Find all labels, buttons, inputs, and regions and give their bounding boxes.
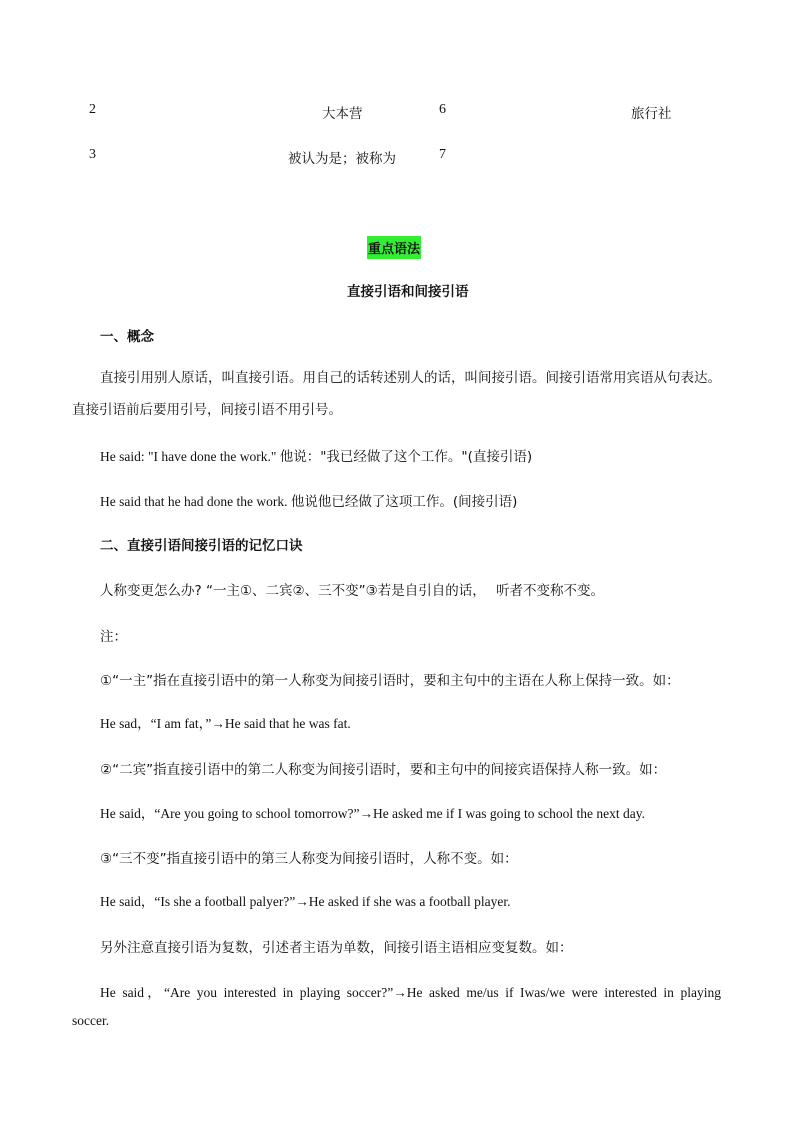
note-example-continued: soccer.: [72, 1013, 110, 1028]
section-tag: 重点语法: [367, 236, 421, 259]
vocab-term: 旅行社: [631, 106, 672, 122]
rhyme-part: 人称变更怎么办? “一主①、二宾②、三不变”③若是自引自的话，: [100, 583, 486, 599]
vocab-number: 3: [89, 147, 96, 162]
rhyme-part: 听者不变称不变。: [496, 583, 605, 599]
note-item: ③“三不变”指直接引语中的第三人称变为间接引语时，人称不变。如：: [100, 851, 518, 867]
example-english: He said: "I have done the work.": [100, 449, 277, 464]
example-direct: [100, 445, 532, 465]
note-example: He said，“Are you going to school tomorrow?”→He asked me if I was going to school the next day.: [100, 806, 645, 821]
note-item: ①“一主”指在直接引语中的第一人称变为间接引语时，要和主句中的主语在人称上保持一致。如：: [100, 673, 680, 689]
example-indirect: [100, 490, 517, 510]
section-heading: 一、概念: [100, 329, 154, 345]
vocab-term: 大本营: [322, 106, 363, 122]
page-title: 直接引语和间接引语: [347, 284, 469, 300]
vocab-number: 7: [439, 147, 446, 162]
example-chinese: 他说他已经做了这项工作。(间接引语): [290, 494, 518, 510]
memory-rhyme: [100, 579, 604, 599]
vocab-number: 2: [89, 102, 96, 117]
concept-paragraph: 直接引用别人原话，叫直接引语。用自己的话转述别人的话，叫间接引语。间接引语常用宾语从句表达。直接引语前后要用引号，间接引语不用引号。: [72, 370, 721, 418]
note-example: He said，“Is she a football palyer?”→He asked if she was a football player.: [100, 894, 511, 909]
note-example: He sad，“I am fat，”→He said that he was fat.: [100, 716, 351, 731]
note-label: 注：: [100, 629, 127, 645]
note-item: 另外注意直接引语为复数，引述者主语为单数，间接引语主语相应变复数。如：: [100, 940, 573, 956]
example-english: He said that he had done the work.: [100, 494, 288, 509]
example-chinese: 他说："我已经做了这个工作。"(直接引语): [279, 449, 533, 465]
section-heading: 二、直接引语间接引语的记忆口诀: [100, 538, 303, 554]
vocab-number: 6: [439, 102, 446, 117]
vocab-term: 被认为是；被称为: [288, 151, 396, 167]
note-item: ②“二宾”指直接引语中的第二人称变为间接引语时，要和主句中的间接宾语保持人称一致。如：: [100, 762, 667, 778]
note-example: He said，“Are you interested in playing soccer?”→He asked me/us if Iwas/we were interested in playing: [100, 985, 721, 1000]
